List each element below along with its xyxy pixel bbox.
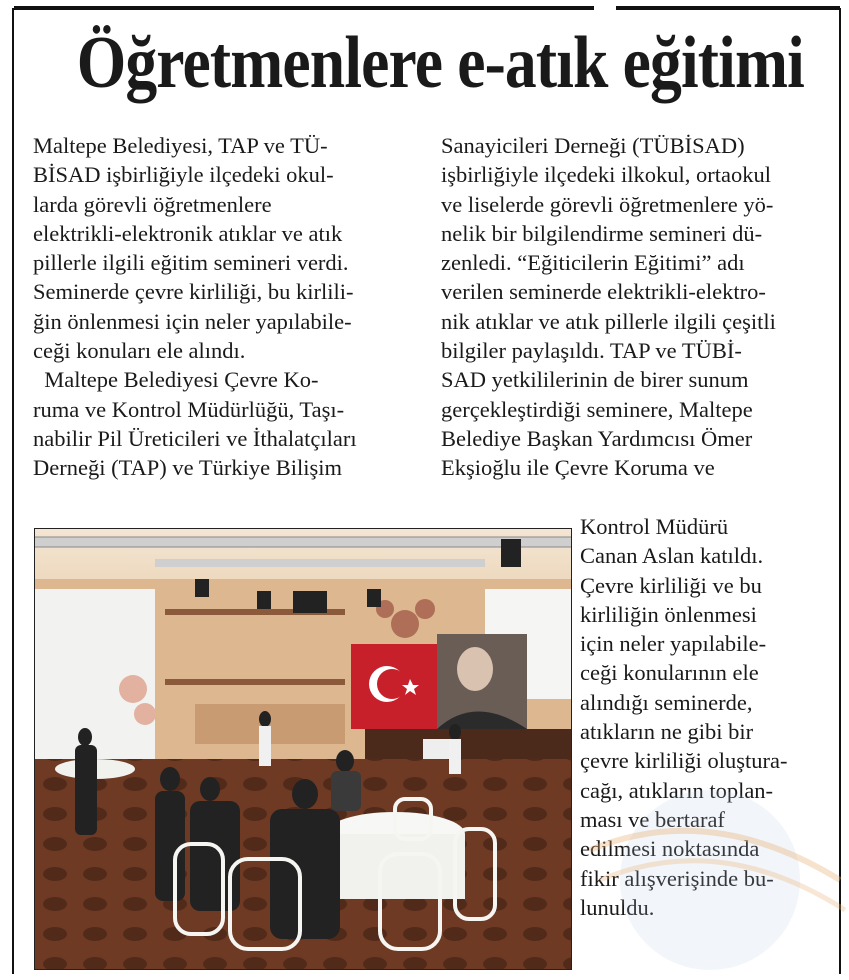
article-line: SAD yetkililerinin de birer sunum bbox=[441, 367, 749, 393]
article-line: ve liselerde görevli öğretmenlere yö- bbox=[441, 191, 774, 217]
article-line: fikir alışverişinde bu- bbox=[580, 865, 774, 891]
article-column-left bbox=[33, 131, 357, 483]
article-line: atıkların ne gibi bir bbox=[580, 719, 754, 745]
article-line: verilen seminerde elektrikli-elektro- bbox=[441, 279, 766, 305]
article-line: Seminerde çevre kirliliği, bu kirlili- bbox=[33, 279, 354, 305]
article-line: edilmesi noktasında bbox=[580, 836, 760, 862]
article-line: Maltepe Belediyesi Çevre Ko- bbox=[33, 367, 319, 393]
article-line: ruma ve Kontrol Müdürlüğü, Taşı- bbox=[33, 396, 345, 422]
article-line: BİSAD işbirliğiyle ilçedeki okul- bbox=[33, 162, 334, 188]
article-line: alındığı seminerde, bbox=[580, 689, 753, 715]
article-line: ceği konularının ele bbox=[580, 660, 759, 686]
article-line: cağı, atıkların toplan- bbox=[580, 777, 774, 803]
article-line: pillerle ilgili eğitim semineri verdi. bbox=[33, 250, 349, 276]
article-line: işbirliğiyle ilçedeki ilkokul, ortaokul bbox=[441, 162, 771, 188]
article-line: Çevre kirliliği ve bu bbox=[580, 572, 762, 598]
article-line: elektrikli-elektronik atıklar ve atık bbox=[33, 220, 343, 246]
article-line: nelik bir bilgilendirme semineri dü- bbox=[441, 220, 763, 246]
article-line: zenledi. “Eğiticilerin Eğitimi” adı bbox=[441, 250, 745, 276]
article-line: lunuldu. bbox=[580, 894, 655, 920]
article-line: Belediye Başkan Yardımcısı Ömer bbox=[441, 425, 753, 451]
article-line: ması ve bertaraf bbox=[580, 806, 725, 832]
article-line: gerçekleştirdiği seminere, Maltepe bbox=[441, 396, 753, 422]
article-line: ceği konuları ele alındı. bbox=[33, 338, 246, 364]
article-line: ğin önlenmesi için neler yapılabile- bbox=[33, 308, 352, 334]
article-line: Canan Aslan katıldı. bbox=[580, 543, 764, 569]
article-line: kirliliğin önlenmesi bbox=[580, 601, 757, 627]
article-line: larda görevli öğretmenlere bbox=[33, 191, 272, 217]
article-line: Kontrol Müdürü bbox=[580, 514, 729, 539]
article-line: nik atıklar ve atık pillerle ilgili çeşitli bbox=[441, 308, 776, 334]
seminar-photo bbox=[34, 528, 572, 970]
article-column-narrow bbox=[580, 512, 787, 922]
article-line: Sanayicileri Derneği (TÜBİSAD) bbox=[441, 133, 745, 158]
article-column-right bbox=[441, 131, 776, 483]
article-line: Derneği (TAP) ve Türkiye Bilişim bbox=[33, 455, 342, 481]
article-line: için neler yapılabile- bbox=[580, 631, 767, 657]
article-headline: Öğretmenlere e-atık eğitimi bbox=[76, 22, 804, 104]
article-line: çevre kirliliği oluştura- bbox=[580, 748, 788, 774]
article-line: Ekşioğlu ile Çevre Koruma ve bbox=[441, 455, 715, 481]
article-line: Maltepe Belediyesi, TAP ve TÜ- bbox=[33, 133, 328, 158]
article-line: nabilir Pil Üreticileri ve İthalatçıları bbox=[33, 425, 357, 451]
article-line: bilgiler paylaşıldı. TAP ve TÜBİ- bbox=[441, 338, 742, 364]
